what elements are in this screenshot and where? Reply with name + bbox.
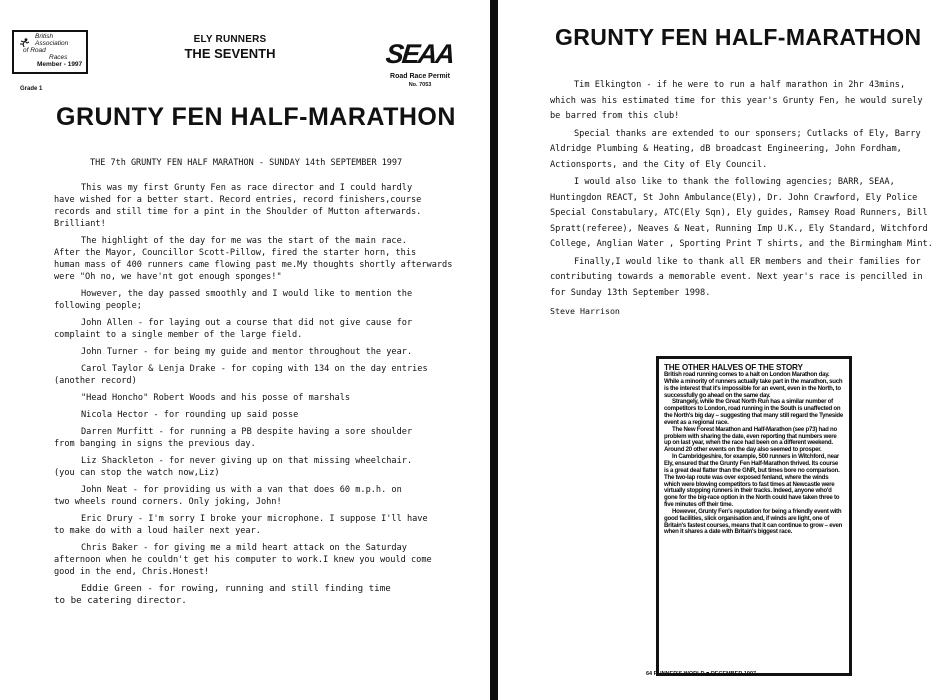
runner-logo-icon: [18, 38, 30, 48]
text-line: College, Anglian Water , Sporting Print T shirts, and the Birmingham Mint.: [550, 239, 933, 249]
text-line: (another record): [54, 376, 137, 386]
text-line: from banging in signs the previous day.: [54, 439, 256, 449]
text-line: Chris Baker - for giving me a mild heart attack on the Saturday: [81, 543, 407, 553]
text-line: Special thanks are extended to our sponsers; Cutlacks of Ely, Barry: [574, 128, 921, 139]
badge-line: of Road: [23, 47, 46, 54]
text-line: complaint to a single member of the large field.: [54, 330, 303, 340]
text-line: "Head Honcho" Robert Woods and his posse of marshals: [81, 393, 351, 403]
paragraph: [54, 426, 474, 450]
text-line: have wished for a better start. Record entries, record finishers,course: [54, 195, 422, 205]
text-line: Carol Taylor & Lenja Drake - for coping with 134 on the day entries: [81, 364, 428, 374]
paragraph: [54, 583, 474, 607]
magazine-credit: 64 RUNNER'S WORLD ■ DECEMBER 1997: [646, 671, 757, 677]
report-body-continued: [550, 78, 940, 303]
text-line: afternoon when he couldn't get his computer to work.I knew you would come: [54, 555, 432, 565]
page-title: GRUNTY FEN HALF-MARATHON: [555, 24, 922, 50]
road-race-permit: [380, 73, 460, 89]
text-line: John Turner - for being my guide and mentor throughout the year.: [81, 347, 413, 357]
text-line: Darren Murfitt - for running a PB despite having a sore shoulder: [81, 427, 413, 437]
text-line: following people;: [54, 301, 142, 311]
text-line: Nicola Hector - for rounding up said posse: [81, 410, 299, 420]
text-line: Special Constabulary, ATC(Ely Sqn), Ely guides, Ramsey Road Runners, Bill: [550, 208, 928, 218]
text-line: contributing towards a memorable event. Next year's race is pencilled in: [550, 272, 923, 282]
text-line: Eric Drury - I'm sorry I broke your microphone. I suppose I'll have: [81, 514, 428, 524]
clipping-paragraph: In Cambridgeshire, for example, 500 runners in Witchford, near Ely, ensured that the Grunty Fen Half-Marathon thrived. Its course is a great deal flatter than the GNR, but times bore no comparison. The two-lap route was over exposed fenland, where the winds which were blowing competitors to fast times at Newcastle were virtually stopping runners in their tracks. Indeed, anyone who'd gone for the big-race option in the North could have taken three to five minutes off their time.: [664, 453, 840, 509]
paragraph: [550, 255, 940, 302]
badge-line: Association: [35, 40, 69, 47]
paragraph: [550, 175, 940, 253]
race-edition: THE SEVENTH: [184, 46, 276, 61]
text-line: good in the end, Chris.Honest!: [54, 567, 210, 577]
clipping-text: [664, 372, 844, 536]
text-line: Finally,I would like to thank all ER members and their families for: [574, 256, 921, 267]
paragraph: [54, 484, 474, 508]
text-line: John Neat - for providing us with a van that does 60 m.p.h. on: [81, 485, 402, 495]
text-line: were "Oh no, we have'nt got enough sponges!": [54, 272, 282, 282]
text-line: Eddie Green - for rowing, running and still finding time: [81, 583, 391, 594]
text-line: This was my first Grunty Fen as race director and I could hardly: [81, 183, 413, 193]
text-line: records and still time for a pint in the Shoulder of Mutton afterwards.: [54, 207, 422, 217]
text-line: Spratt(referee), Neaves & Neat, Running Imp U.K., Ely Standard, Witchford: [550, 223, 928, 234]
paragraph: [54, 542, 474, 578]
permit-number: No. 7053: [408, 82, 432, 88]
report-subtitle: THE 7th GRUNTY FEN HALF MARATHON - SUNDAY 14th SEPTEMBER 1997: [90, 158, 403, 168]
clipping-paragraph: However, Grunty Fen's reputation for being a friendly event with good facilities, slick organisation and, if winds are light, one of Britain's fastest courses, means that it can continue to grow – even when it shares a date with Britain's biggest race.: [664, 507, 843, 536]
text-line: to make do with a loud hailer next year.: [54, 526, 261, 536]
clipping-paragraph: The New Forest Marathon and Half-Marathon (see p73) had no problem with sharing the date, even reporting that numbers were up on last year, when the race had been on a different weekend. Around 20 other events on the day also seemed to prosper.: [664, 425, 837, 454]
paragraph: [550, 127, 940, 174]
text-line: However, the day passed smoothly and I would like to mention the: [81, 289, 413, 299]
text-line: Liz Shackleton - for never giving up on that missing wheelchair.: [81, 456, 413, 466]
magazine-clipping: [656, 356, 852, 676]
paragraph: [54, 513, 474, 537]
permit-label: Road Race Permit: [390, 73, 450, 80]
paragraph: [54, 288, 474, 312]
text-line: two wheels round corners. Only joking, John!: [54, 497, 282, 507]
page-title: GRUNTY FEN HALF-MARATHON: [56, 103, 456, 131]
text-line: Huntingdon REACT, St John Ambulance(Ely), Dr. John Crawford, Ely Police: [550, 192, 918, 203]
paragraph: [54, 346, 474, 358]
right-page: [498, 0, 951, 700]
race-grade: Grade 1: [20, 86, 43, 92]
text-line: Tim Elkington - if he were to run a half marathon in 2hr 43mins,: [574, 80, 906, 90]
club-header: [170, 34, 290, 61]
text-line: John Allen - for laying out a course that did not give cause for: [81, 318, 413, 328]
clipping-paragraph: British road running comes to a halt on London Marathon day. While a minority of runners actually take part in the marathon, such is the interest that it's impossible for an event, even in the North, to successfully go ahead on the same day.: [664, 371, 843, 399]
text-line: human mass of 400 runners came flowing past me.My thoughts shortly afterwards: [54, 260, 453, 270]
paragraph: [54, 392, 474, 404]
paragraph: [550, 78, 940, 125]
paragraph: [54, 455, 474, 479]
text-line: I would also like to thank the following agencies; BARR, SEAA,: [574, 177, 895, 187]
clipping-paragraph: Strangely, while the Great North Run has a similar number of competitors to London, road running in the South is unaffected on the North's big day – suggesting that many still regard the Tyneside event as a regional race.: [664, 398, 844, 426]
badge-member-year: Member - 1997: [37, 61, 83, 68]
text-line: The highlight of the day for me was the start of the main race.: [81, 236, 407, 246]
text-line: be barred from this club!: [550, 111, 680, 121]
paragraph: [54, 409, 474, 421]
paragraph: [54, 317, 474, 341]
barr-member-badge: [12, 30, 88, 74]
text-line: Brilliant!: [54, 219, 106, 229]
text-line: to be catering director.: [54, 595, 187, 606]
text-line: Aldridge Plumbing & Heating, dB broadcast Engineering, John Fordham,: [550, 144, 902, 154]
text-line: Actionsports, and the City of Ely Council.: [550, 159, 768, 170]
badge-line: British: [35, 33, 54, 40]
badge-line: Races: [49, 54, 68, 61]
text-line: (you can stop the watch now,Liz): [54, 468, 220, 478]
clipping-heading: THE OTHER HALVES OF THE STORY: [664, 363, 803, 372]
author-signature: Steve Harrison: [550, 306, 620, 316]
page-gutter: [490, 0, 498, 700]
paragraph: [54, 182, 474, 230]
paragraph: [54, 235, 474, 283]
paragraph: [54, 363, 474, 387]
seaa-logo: SEAA: [384, 39, 455, 69]
text-line: for Sunday 13th September 1998.: [550, 287, 711, 298]
club-name: ELY RUNNERS: [193, 34, 267, 45]
text-line: After the Mayor, Councillor Scott-Pillow, fired the starter horn, this: [54, 248, 417, 258]
report-body: [54, 182, 474, 612]
text-line: which was his estimated time for this year's Grunty Fen, he would surely: [550, 95, 923, 106]
